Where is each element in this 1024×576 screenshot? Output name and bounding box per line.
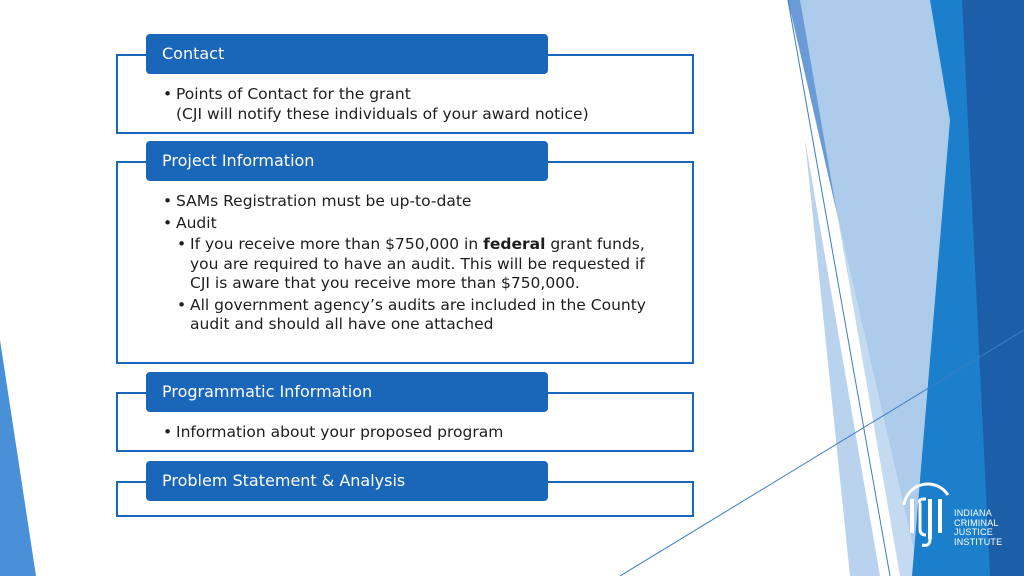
bullet-continuation: (CJI will notify these individuals of your award notice) [176,104,589,123]
list-item: • SAMs Registration must be up-to-date [160,192,652,212]
sub-list-item [174,235,652,294]
sub-list-item: • All government agency’s audits are included in the County audit and should all have one attached [174,296,652,335]
logo-line: CRIMINAL [954,517,999,528]
logo-line: INDIANA [954,508,992,518]
project-information-header: Project Information [146,141,548,181]
list-item: • Information about your proposed program [160,423,682,443]
project-information-content [160,192,652,335]
project-information-section-box [116,161,694,364]
text-span: grant funds, you are required to have an audit. This will be requested if CJI is aware that you receive more than $750,000. [190,235,645,292]
icji-logo [898,477,1018,549]
list-item [160,85,682,124]
problem-statement-header: Problem Statement & Analysis [146,461,548,501]
logo-line: JUSTICE [954,527,993,537]
icji-logo-mark [898,477,958,549]
contact-content [160,85,682,124]
logo-text [954,509,1002,547]
logo-line: INSTITUTE [954,536,1003,547]
programmatic-information-header: Programmatic Information [146,372,548,412]
bold-text: federal [483,235,546,253]
list-item: • Audit [160,214,652,234]
left-accent-shape [0,340,36,576]
text-span: If you receive more than $750,000 in [190,235,484,253]
bullet-text: Points of Contact for the grant [176,85,411,103]
contact-header: Contact [146,34,548,74]
programmatic-information-content [160,423,682,443]
